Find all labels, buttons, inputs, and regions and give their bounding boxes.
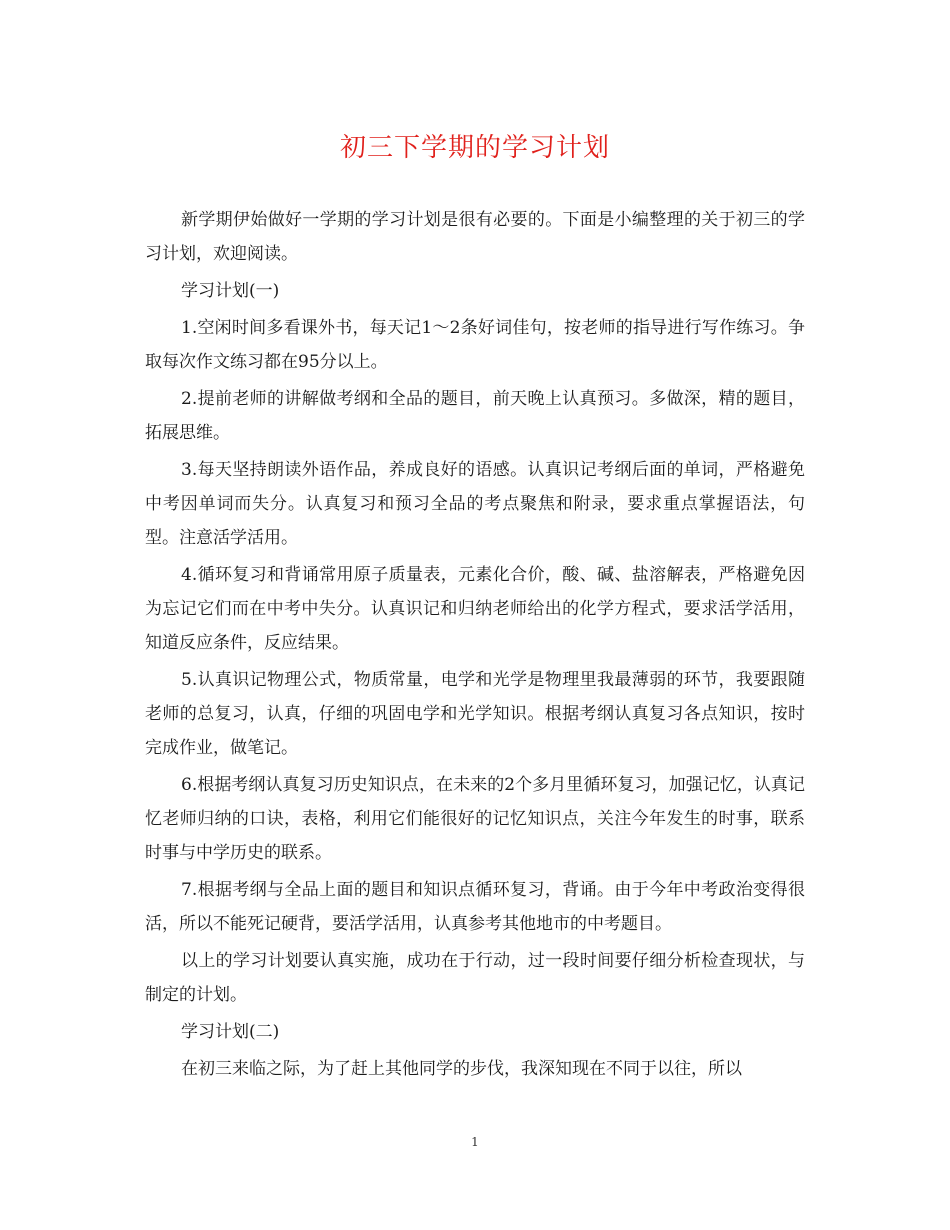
- page-number: 1: [471, 1135, 479, 1149]
- paragraph-item-4: 4.循环复习和背诵常用原子质量表，元素化合价，酸、碱、盐溶解表，严格避免因为忘记它们而在中考中失分。认真识记和归纳老师给出的化学方程式，要求活学活用，知道反应条件，反应结果。: [145, 565, 805, 653]
- paragraph-item-5: 5.认真识记物理公式，物质常量，电学和光学是物理里我最薄弱的环节，我要跟随老师的总复习，认真，仔细的巩固电学和光学知识。根据考纲认真复习各点知识，按时完成作业，做笔记。: [145, 670, 805, 758]
- paragraph-item-3: 3.每天坚持朗读外语作品，养成良好的语感。认真识记考纲后面的单词，严格避免中考因单词而失分。认真复习和预习全品的考点聚焦和附录，要求重点掌握语法，句型。注意活学活用。: [145, 460, 805, 548]
- paragraph-plan-2-intro: 在初三来临之际，为了赶上其他同学的步伐，我深知现在不同于以往，所以: [181, 1059, 742, 1079]
- document-title: 初三下学期的学习计划: [339, 133, 610, 163]
- paragraph-item-7: 7.根据考纲与全品上面的题目和知识点循环复习，背诵。由于今年中考政治变得很活，所以不能死记硬背，要活学活用，认真参考其他地市的中考题目。: [145, 880, 805, 934]
- document-body: [145, 203, 805, 1089]
- section-heading-plan-1: 学习计划(一): [181, 281, 280, 301]
- paragraph-item-6: 6.根据考纲认真复习历史知识点，在未来的2个多月里循环复习，加强记忆，认真记忆老师归纳的口诀，表格，利用它们能很好的记忆知识点，关注今年发生的时事，联系时事与中学历史的联系。: [145, 775, 805, 863]
- paragraph-intro: 新学期伊始做好一学期的学习计划是很有必要的。下面是小编整理的关于初三的学习计划，欢迎阅读。: [145, 210, 805, 264]
- paragraph-item-2: 2.提前老师的讲解做考纲和全品的题目，前天晚上认真预习。多做深，精的题目，拓展思维。: [145, 389, 805, 443]
- paragraph-item-1: 1.空闲时间多看课外书，每天记1～2条好词佳句，按老师的指导进行写作练习。争取每次作文练习都在95分以上。: [145, 318, 805, 372]
- paragraph-summary: 以上的学习计划要认真实施，成功在于行动，过一段时间要仔细分析检查现状，与制定的计划。: [145, 951, 805, 1005]
- section-heading-plan-2: 学习计划(二): [181, 1022, 280, 1042]
